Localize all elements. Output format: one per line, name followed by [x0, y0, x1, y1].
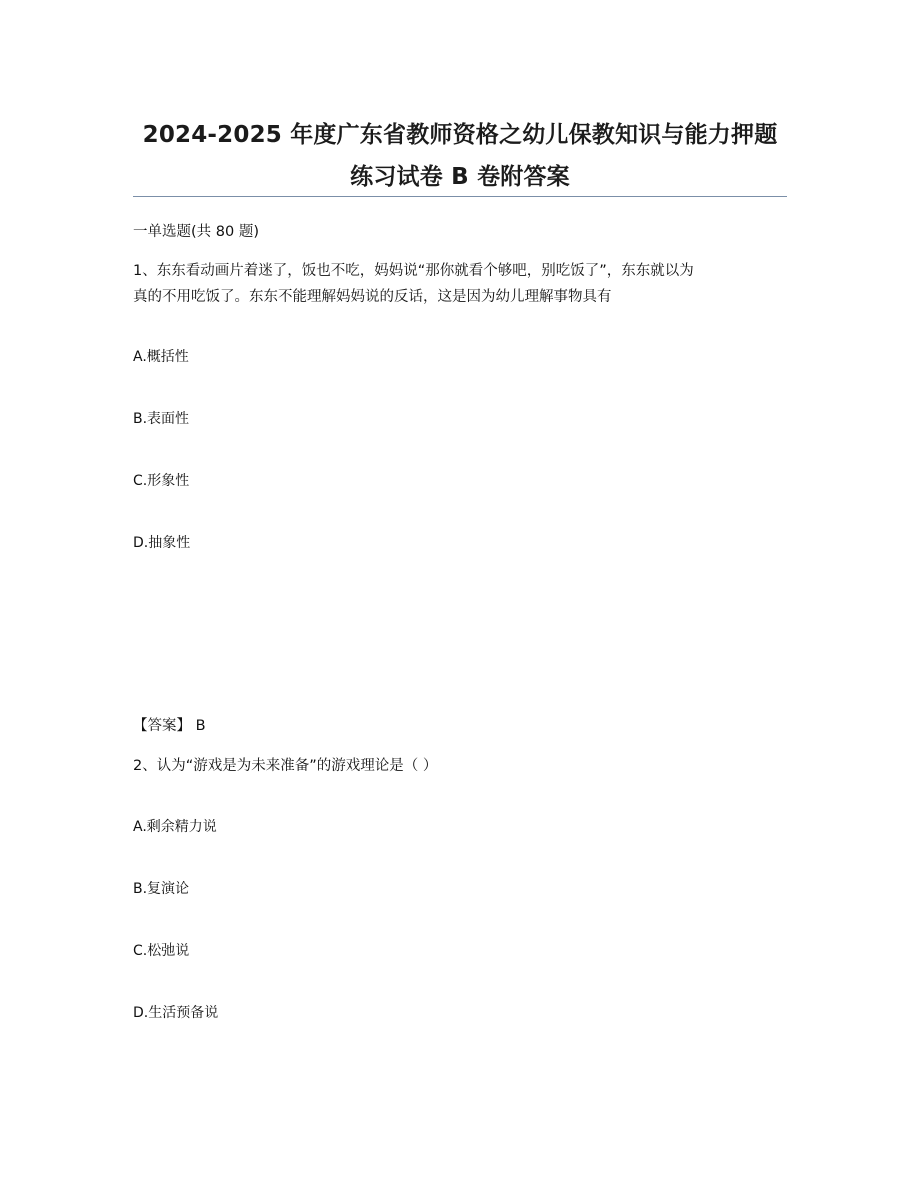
section-header: 一单选题(共 80 题) [133, 224, 259, 240]
question-1-option-a: A.概括性 [133, 349, 189, 365]
question-1-option-b: B.表面性 [133, 411, 190, 427]
question-1-answer: 【答案】 B [133, 718, 206, 734]
title-divider [133, 196, 787, 197]
question-2-option-a: A.剩余精力说 [133, 819, 217, 835]
question-2-option-c: C.松弛说 [133, 943, 190, 959]
document-title-line-2: 练习试卷 B 卷附答案 [350, 164, 570, 190]
question-1-option-c: C.形象性 [133, 473, 190, 489]
question-1-stem-line-1: 1、东东看动画片着迷了，饭也不吃，妈妈说“那你就看个够吧，别吃饭了”，东东就以为 [133, 263, 694, 279]
question-1-stem-line-2: 真的不用吃饭了。东东不能理解妈妈说的反话，这是因为幼儿理解事物具有 [133, 289, 612, 305]
document-title-line-1: 2024-2025 年度广东省教师资格之幼儿保教知识与能力押题 [142, 122, 778, 148]
question-2-stem-line-1: 2、认为“游戏是为未来准备”的游戏理论是（ ） [133, 758, 438, 774]
question-2-option-b: B.复演论 [133, 881, 190, 897]
question-2-option-d: D.生活预备说 [133, 1005, 219, 1021]
question-1-option-d: D.抽象性 [133, 535, 191, 551]
